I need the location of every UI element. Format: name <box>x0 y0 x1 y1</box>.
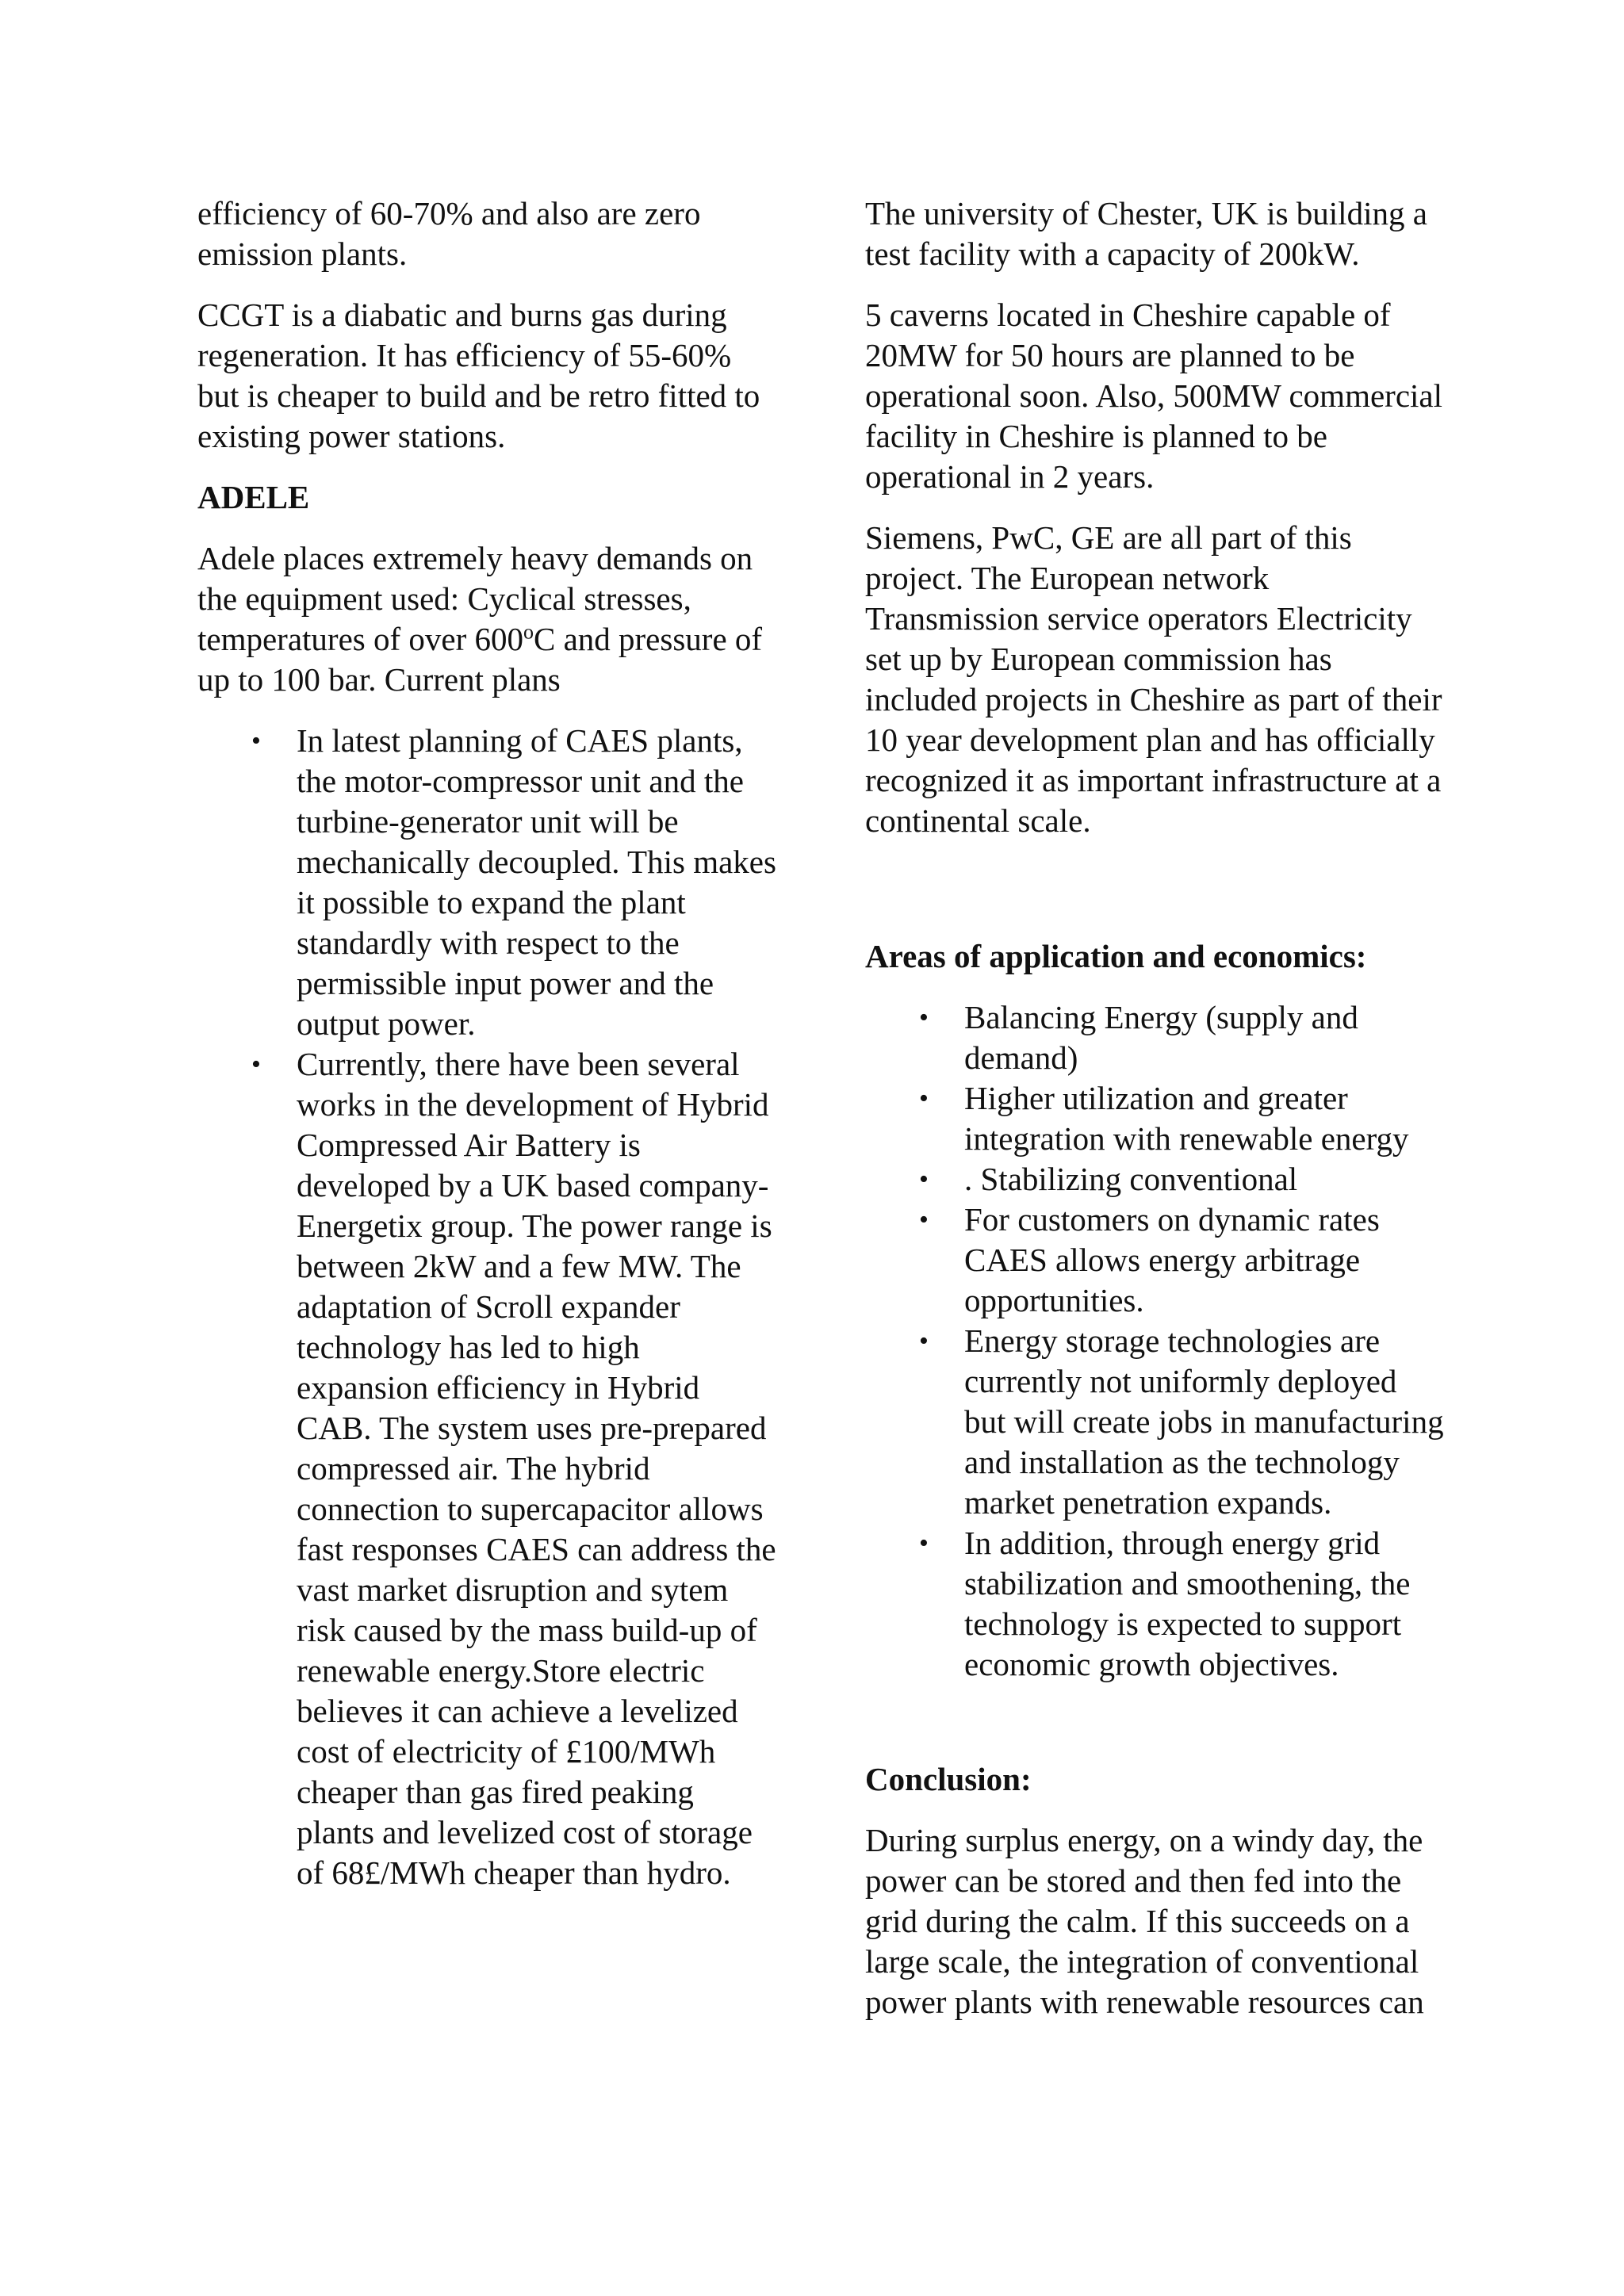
bullet-icon: • <box>919 1165 929 1194</box>
bullet-icon: • <box>919 1326 929 1356</box>
paragraph-adele-demands <box>197 538 776 700</box>
list-item-text: In latest planning of CAES plants, the motor-compressor unit and the turbine-generator unit will be mechanically decoupled. This makes it possible to expand the plant standardly with respect to the permissible input power and the output power. <box>297 722 776 1042</box>
bullet-icon: • <box>919 1529 929 1558</box>
adele-demands-text-part2: C and pressure of up to 100 bar. Current plans <box>197 621 763 698</box>
bullet-icon: • <box>251 726 261 756</box>
bullet-icon: • <box>919 1084 929 1113</box>
bullet-icon: • <box>251 1050 261 1079</box>
list-item <box>919 1078 1444 1159</box>
paragraph-siemens: Siemens, PwC, GE are all part of this project. The European network Transmission service operators Electricity set up by European commission has included projects in Cheshire as part of their 10 year development plan and has officially recognized it as important infrastructure at a continental scale. <box>865 519 1442 839</box>
list-item-text: Balancing Energy (supply and demand) <box>964 999 1358 1076</box>
list-item-text: Currently, there have been several works in the development of Hybrid Compressed Air Battery is developed by a UK based company- Energetix group. The power range is between 2kW and a few MW. The adaptation of Scroll expander technology has led to high expansion efficiency in Hybrid CAB. The system uses pre-prepared compressed air. The hybrid connection to supercapacitor allows fast responses CAES can address the vast market disruption and sytem risk caused by the mass build-up of renewable energy.Store electric believes it can achieve a levelized cost of electricity of £100/MWh cheaper than gas fired peaking plants and levelized cost of storage of 68£/MWh cheaper than hydro. <box>297 1046 776 1891</box>
paragraph-conclusion: During surplus energy, on a windy day, the power can be stored and then fed into the grid during the calm. If this succeeds on a large scale, the integration of conventional power plants with renewable resources can <box>865 1822 1424 2020</box>
spacer <box>865 862 1444 936</box>
right-column <box>865 193 1444 2043</box>
paragraph-ccgt: CCGT is a diabatic and burns gas during regeneration. It has efficiency of 55-60% but is cheaper to build and be retro fitted to existing power stations. <box>197 297 760 454</box>
applications-list <box>865 997 1444 1685</box>
list-item <box>251 721 776 1044</box>
list-item-text: Energy storage technologies are currently not uniformly deployed but will create jobs in manufacturing and installation as the technology market penetration expands. <box>964 1322 1444 1521</box>
spacer <box>865 1685 1444 1759</box>
list-item <box>251 1044 776 1893</box>
list-item <box>919 1321 1444 1523</box>
adele-demands-text-part1: Adele places extremely heavy demands on the equipment used: Cyclical stresses, temperatures of over 600 <box>197 540 753 657</box>
bullet-icon: • <box>919 1003 929 1032</box>
paragraph-chester: The university of Chester, UK is building a test facility with a capacity of 200kW. <box>865 195 1427 272</box>
heading-areas-of-application: Areas of application and economics: <box>865 938 1367 974</box>
list-item <box>919 1523 1444 1685</box>
list-item <box>919 1200 1444 1321</box>
bullet-icon: • <box>919 1205 929 1234</box>
paragraph-efficiency: efficiency of 60-70% and also are zero emission plants. <box>197 195 701 272</box>
list-item <box>919 1159 1444 1200</box>
list-item <box>919 997 1444 1078</box>
heading-conclusion: Conclusion: <box>865 1761 1032 1797</box>
heading-adele: ADELE <box>197 479 310 515</box>
list-item-text: Higher utilization and greater integration with renewable energy <box>964 1080 1409 1157</box>
left-column <box>197 193 776 1893</box>
list-item-text: . Stabilizing conventional <box>964 1161 1298 1197</box>
list-item-text: In addition, through energy grid stabilization and smoothening, the technology is expected to support economic growth objectives. <box>964 1525 1411 1682</box>
paragraph-caverns: 5 caverns located in Cheshire capable of 20MW for 50 hours are planned to be operational soon. Also, 500MW commercial facility in Cheshire is planned to be operational in 2 years. <box>865 297 1442 495</box>
list-item-text: For customers on dynamic rates CAES allows energy arbitrage opportunities. <box>964 1201 1380 1318</box>
current-plans-list <box>197 721 776 1893</box>
degree-superscript: o <box>523 620 534 644</box>
